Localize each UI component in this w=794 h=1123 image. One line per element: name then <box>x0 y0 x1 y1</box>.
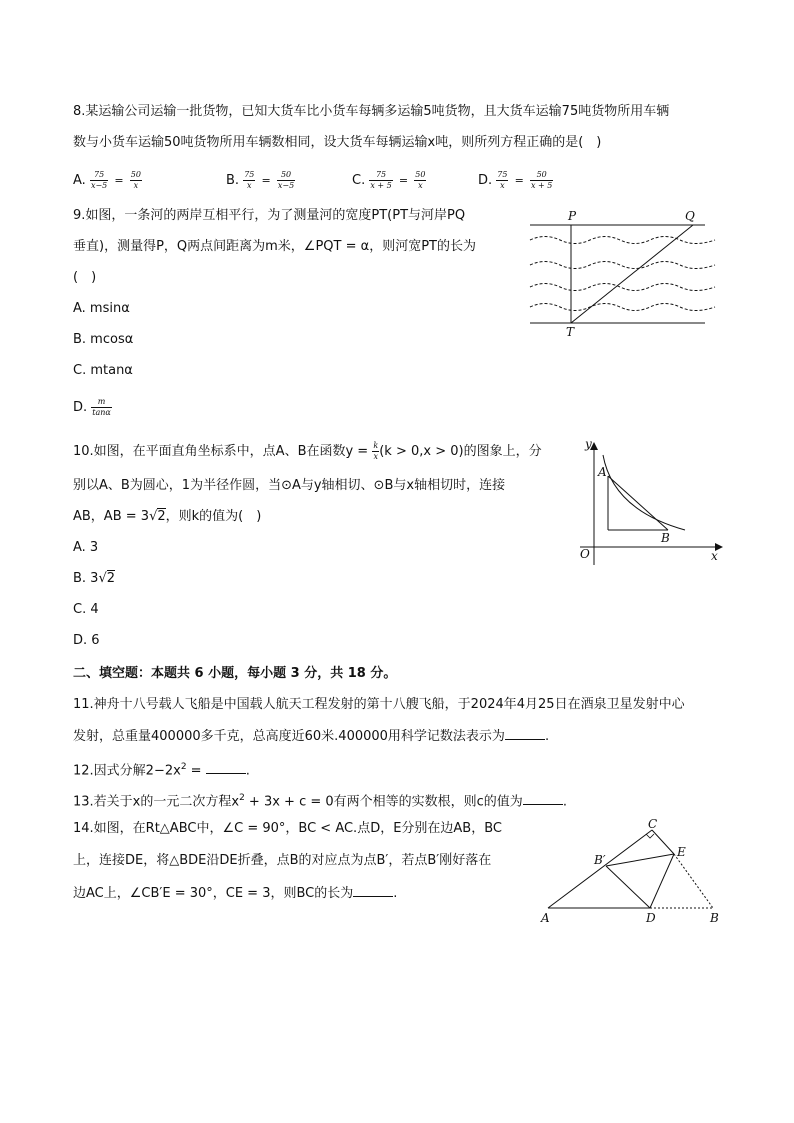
q9-option-c: C. mtanα <box>73 363 133 378</box>
q8-option-c: C. $\frac{75}{x + 5}$ = $\frac{50}{x}$ <box>352 170 426 190</box>
q14-label-c: C <box>648 817 658 831</box>
q9-river-figure <box>520 205 720 340</box>
q9-wave-3 <box>530 284 715 291</box>
q11-line2: 发射，总重量400000多千克，总高度近60米.400000用科学记数法表示为 . <box>73 729 550 744</box>
q14-segment-bpe <box>606 854 674 866</box>
q14-line2: 上，连接DE，将△BDE沿DE折叠，点B的对应点为点B′，若点B′刚好落在 <box>73 853 492 868</box>
q9-wave-1 <box>530 237 715 244</box>
q14-right-angle-mark <box>646 834 654 838</box>
q10-label-y: y <box>585 437 592 451</box>
q14-label-b: B <box>710 911 719 925</box>
q10-label-o: O <box>580 547 590 561</box>
q9-option-a: A. msinα <box>73 301 130 316</box>
q10-option-a: A. 3 <box>73 540 99 555</box>
q10-line3: AB，AB = 3√2，则k的值为( ) <box>73 509 262 524</box>
q10-option-c: C. 4 <box>73 602 99 617</box>
q10-graph-figure <box>575 437 725 570</box>
q14-label-bprime: B′ <box>594 853 606 867</box>
q12-line: 12.因式分解$2-2x^2$ = . <box>73 762 250 779</box>
q9-label-q: Q <box>685 209 695 223</box>
q14-side-eb <box>674 854 713 908</box>
q10-option-d: D. 6 <box>73 633 100 648</box>
q9-line2: 垂直)，测量得P，Q两点间距离为m米，∠PQT = α，则河宽PT的长为 <box>73 239 476 254</box>
q10-label-b: B <box>661 531 670 545</box>
q10-label-a: A <box>598 465 607 479</box>
q14-triangle-figure <box>535 818 730 926</box>
q11-answer-blank[interactable] <box>505 727 545 740</box>
q9-wave-4 <box>530 304 715 311</box>
q14-label-e: E <box>677 845 686 859</box>
q9-line1: 9.如图，一条河的两岸互相平行，为了测量河的宽度PT(PT与河岸PQ <box>73 208 466 223</box>
q9-option-d: D. $\frac{m}{\tan\alpha}$ <box>73 397 111 417</box>
q10-option-b: B. 3√2 <box>73 571 116 586</box>
q14-side-ac <box>548 830 652 908</box>
q14-label-a: A <box>541 911 550 925</box>
q8-option-d: D. $\frac{75}{x}$ = $\frac{50}{x + 5}$ <box>478 170 553 190</box>
q8-line1: 8.某运输公司运输一批货物，已知大货车比小货车每辆多运输5吨货物，且大货车运输75吨货物所用车辆 <box>73 104 670 119</box>
q14-segment-de <box>650 854 674 908</box>
q9-line3: ( ) <box>73 270 97 285</box>
q10-line1: 10.如图，在平面直角坐标系中，点A、B在函数y = $\frac{k}{x}$ (k > 0,x > 0)的图象上，分 <box>73 441 542 461</box>
q14-line1: 14.如图，在Rt△ABC中，∠C = 90°，BC < AC.点D，E分别在边AB，BC <box>73 821 502 836</box>
q9-segment-qt <box>571 225 693 323</box>
q9-wave-2 <box>530 262 715 269</box>
q10-curve <box>603 455 685 530</box>
q14-segment-bpd <box>606 866 650 908</box>
section-2-heading: 二、填空题：本题共 6 小题，每小题 3 分，共 18 分。 <box>73 666 397 681</box>
q8-option-b: B. $\frac{75}{x}$ = $\frac{50}{x-5}$ <box>226 170 295 190</box>
q10-segment-ab <box>608 476 668 530</box>
q13-line: 13.若关于x的一元二次方程$x^2 + 3x + c = 0$有两个相等的实数根，则c的值为 . <box>73 793 567 810</box>
q10-line2: 别以A、B为圆心，1为半径作圆，当⊙A与y轴相切、⊙B与x轴相切时，连接 <box>73 478 506 493</box>
q9-label-t: T <box>566 325 575 339</box>
q14-side-ce <box>652 830 674 854</box>
q11-line1: 11.神舟十八号载人飞船是中国载人航天工程发射的第十八艘飞船，于2024年4月25日在酒泉卫星发射中心 <box>73 697 685 712</box>
q10-label-x: x <box>711 549 718 563</box>
q12-answer-blank[interactable] <box>206 761 246 774</box>
q9-option-b: B. mcosα <box>73 332 134 347</box>
q13-answer-blank[interactable] <box>523 792 563 805</box>
q8-line2: 数与小货车运输50吨货物所用车辆数相同，设大货车每辆运输x吨，则所列方程正确的是( ) <box>73 135 602 150</box>
q14-answer-blank[interactable] <box>353 884 393 897</box>
q14-line3: 边AC上，∠CB′E = 30°，CE = 3，则BC的长为 . <box>73 886 398 901</box>
q8-option-a: A. $\frac{75}{x-5}$ = $\frac{50}{x}$ <box>73 170 141 190</box>
q14-label-d: D <box>646 911 656 925</box>
q9-label-p: P <box>568 209 577 223</box>
